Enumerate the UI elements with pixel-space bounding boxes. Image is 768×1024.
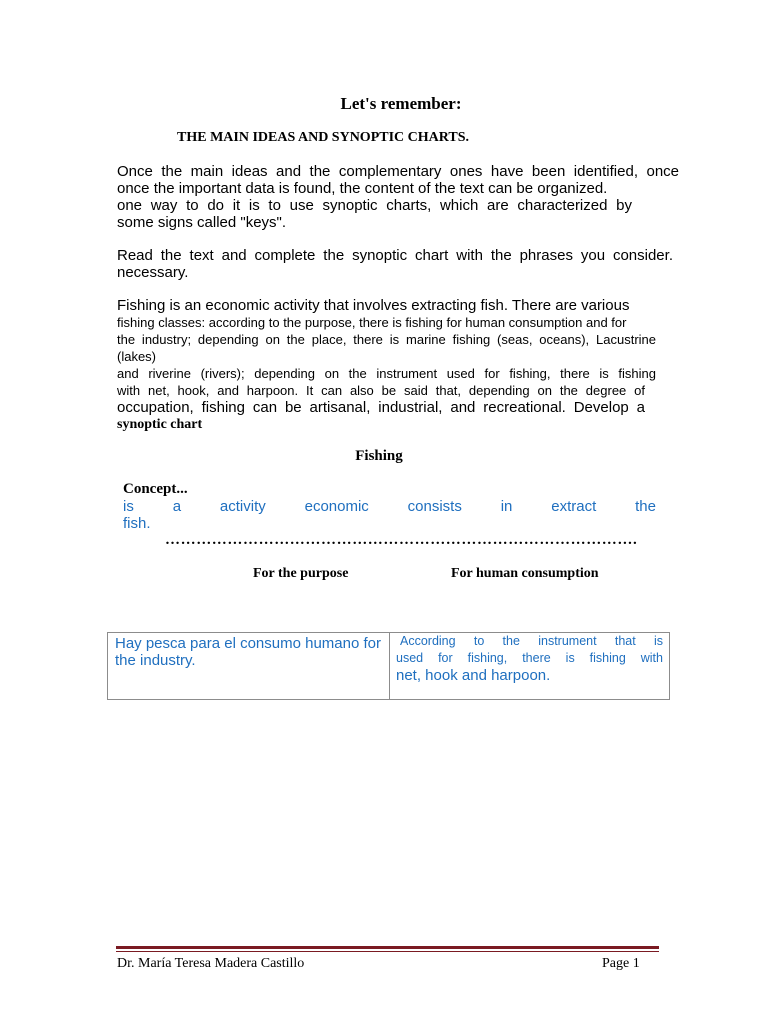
- table-cell-left: Hay pesca para el consumo humano for the industry.: [108, 633, 390, 699]
- reading-line: Fishing is an economic activity that involves extracting fish. There are various: [117, 297, 630, 314]
- footer-author: Dr. María Teresa Madera Castillo: [117, 956, 305, 971]
- concept-answer-line: fish.: [123, 515, 151, 532]
- chart-title: Fishing: [355, 448, 403, 464]
- reading-line: the industry; depending on the place, there is marine fishing (seas, oceans), Lacustrine (lakes): [117, 332, 656, 364]
- purpose-label: For the purpose: [253, 566, 349, 581]
- table-cell-right: [390, 633, 669, 699]
- footer-rule: [116, 946, 659, 949]
- concept-answer: [123, 498, 656, 532]
- reading-line: and riverine (rivers); depending on the instrument used for fishing, there is fishing: [117, 366, 656, 381]
- intro-line: some signs called "keys".: [117, 214, 287, 231]
- answer-table: [107, 632, 670, 700]
- concept-label: Concept...: [123, 481, 188, 497]
- dotted-line: ……………………………………………………………………………….: [165, 532, 638, 548]
- reading-line: fishing classes: according to the purpose, there is fishing for human consumption and for: [117, 315, 627, 330]
- section-subheading: THE MAIN IDEAS AND SYNOPTIC CHARTS.: [177, 130, 469, 145]
- reading-paragraph: [117, 297, 656, 433]
- page-heading: Let's remember:: [340, 94, 462, 113]
- concept-answer-line: is a activity economic consists in extract the: [123, 498, 656, 515]
- table-cell-right-line: net, hook and harpoon.: [396, 667, 551, 684]
- instruction-line: necessary.: [117, 264, 189, 281]
- human-consumption-label: For human consumption: [451, 566, 599, 581]
- intro-paragraph: [117, 163, 679, 231]
- footer-page-number: Page 1: [602, 956, 640, 971]
- instruction-paragraph: [117, 247, 673, 281]
- reading-line: with net, hook, and harpoon. It can also be said that, depending on the degree of: [117, 383, 645, 398]
- reading-line: occupation, fishing can be artisanal, industrial, and recreational. Develop a: [117, 399, 645, 416]
- intro-line: Once the main ideas and the complementary ones have been identified, once: [117, 163, 679, 180]
- reading-line: synoptic chart: [117, 417, 203, 432]
- instruction-line: Read the text and complete the synoptic chart with the phrases you consider.: [117, 247, 673, 264]
- table-cell-right-line: According to the instrument that is: [400, 634, 663, 648]
- footer-rule: [116, 951, 659, 952]
- intro-line: once the important data is found, the content of the text can be organized.: [117, 180, 608, 197]
- intro-line: one way to do it is to use synoptic charts, which are characterized by: [117, 197, 632, 214]
- table-cell-right-line: used for fishing, there is fishing with: [396, 651, 663, 665]
